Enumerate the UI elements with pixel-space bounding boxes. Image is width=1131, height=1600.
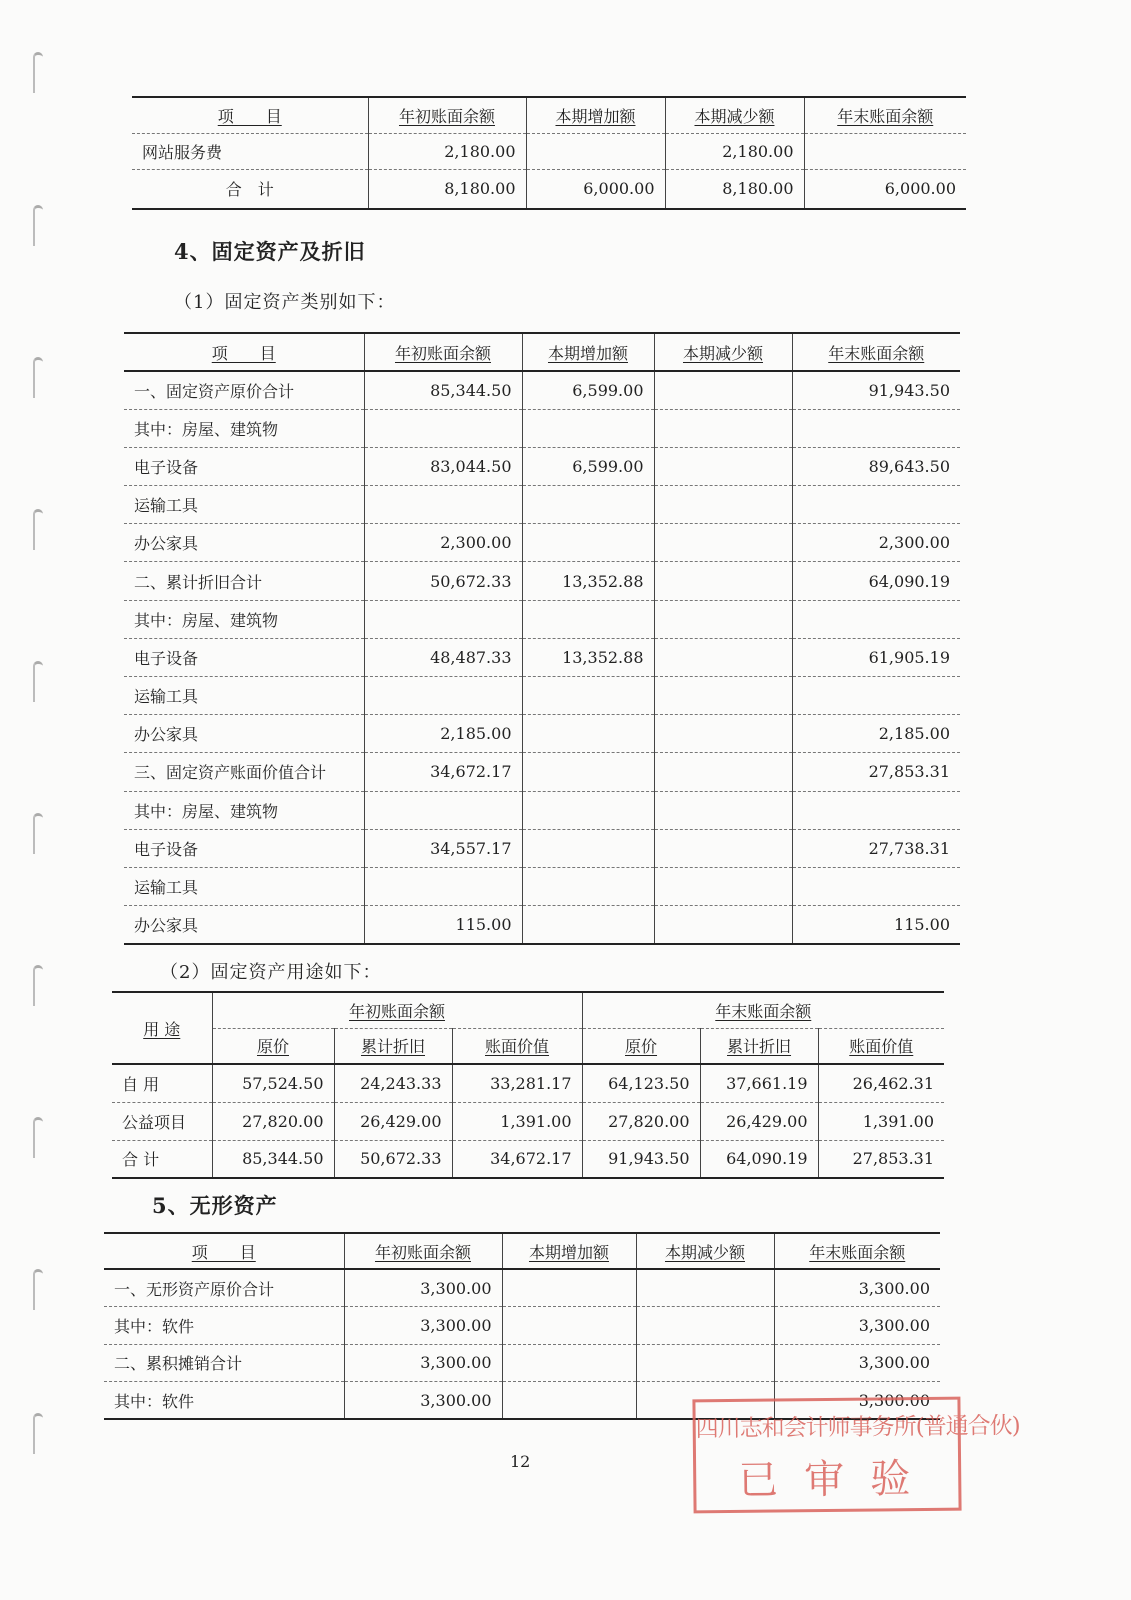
cell-value [792,791,960,829]
column-header: 原价 [212,1028,334,1064]
cell-value: 3,300.00 [774,1307,940,1345]
column-header: 本期减少额 [654,333,792,371]
row-label: 其中：软件 [104,1307,344,1345]
cell-value: 3,300.00 [774,1382,940,1420]
table-row [124,906,960,944]
cell-value: 91,943.50 [582,1140,700,1178]
cell-value [654,753,792,791]
cell-value [522,677,654,715]
cell-value [502,1382,636,1420]
cell-value [654,906,792,944]
table-header-row [124,333,960,371]
cell-value: 50,672.33 [334,1140,452,1178]
row-label: 运输工具 [124,677,364,715]
cell-value: 85,344.50 [212,1140,334,1178]
row-label: 二、累积摊销合计 [104,1344,344,1382]
binding-hole [33,1269,43,1310]
cell-value: 3,300.00 [774,1269,940,1307]
table-row [124,715,960,753]
cell-value: 26,429.00 [700,1102,818,1140]
column-header: 原价 [582,1028,700,1064]
table-body [104,1269,940,1419]
cell-value: 33,281.17 [452,1064,582,1102]
section-heading: 4、固定资产及折旧 [174,239,366,264]
cell-value: 34,557.17 [364,829,522,867]
row-label: 运输工具 [124,486,364,524]
cell-value: 6,599.00 [522,371,654,409]
binding-hole [33,661,43,702]
cell-value: 89,643.50 [792,447,960,485]
cell-value [502,1307,636,1345]
cell-value: 115.00 [364,906,522,944]
cell-value: 3,300.00 [774,1344,940,1382]
table-row [124,867,960,905]
cell-value: 3,300.00 [344,1307,502,1345]
cell-value: 2,185.00 [364,715,522,753]
row-label: 合 计 [112,1140,212,1178]
cell-value: 91,943.50 [792,371,960,409]
cell-value: 6,599.00 [522,447,654,485]
table-row [124,524,960,562]
table-row [112,1140,944,1178]
cell-value [654,524,792,562]
cell-value [792,600,960,638]
cell-value [502,1269,636,1307]
cell-value [526,133,665,169]
cell-value [654,600,792,638]
cell-value [522,486,654,524]
cell-value: 34,672.17 [452,1140,582,1178]
column-header: 年末账面余额 [774,1233,940,1269]
cell-value [792,867,960,905]
row-label: 办公家具 [124,715,364,753]
cell-value [522,906,654,944]
cell-value: 27,820.00 [582,1102,700,1140]
cell-value [654,371,792,409]
table-row [104,1269,940,1307]
fixed-asset-category-table [124,332,960,945]
subsection-heading: （1）固定资产类别如下： [174,292,396,313]
column-header: 项 目 [104,1233,344,1269]
cell-value [636,1269,774,1307]
cell-value: 13,352.88 [522,638,654,676]
cell-value [364,486,522,524]
binding-hole [33,813,43,854]
column-header: 用 途 [112,992,212,1064]
cell-value [522,600,654,638]
cell-value: 26,429.00 [334,1102,452,1140]
column-header: 累计折旧 [700,1028,818,1064]
row-label: 三、固定资产账面价值合计 [124,753,364,791]
row-label: 自 用 [112,1064,212,1102]
column-header: 本期减少额 [665,97,804,133]
cell-value: 61,905.19 [792,638,960,676]
cell-value [804,133,966,169]
row-label: 二、累计折旧合计 [124,562,364,600]
cell-value: 27,853.31 [792,753,960,791]
stamp-firm-name: 四川志和会计师事务所(普通合伙) [695,1412,1020,1443]
column-header: 年初账面余额 [368,97,526,133]
binding-hole [33,1117,43,1158]
cell-value: 34,672.17 [364,753,522,791]
cell-value: 2,180.00 [665,133,804,169]
cell-value: 1,391.00 [818,1102,944,1140]
cell-value [522,409,654,447]
column-header: 本期增加额 [526,97,665,133]
cell-value: 27,738.31 [792,829,960,867]
cell-value [364,600,522,638]
cell-value: 1,391.00 [452,1102,582,1140]
intangible-asset-table [104,1232,940,1420]
cell-value: 50,672.33 [364,562,522,600]
cell-value: 2,185.00 [792,715,960,753]
cell-value: 48,487.33 [364,638,522,676]
column-header: 年末账面余额 [804,97,966,133]
cell-value: 26,462.31 [818,1064,944,1102]
prepaid-expense-table [132,96,966,210]
cell-value [636,1307,774,1345]
table-row [132,133,966,169]
cell-value: 13,352.88 [522,562,654,600]
row-label: 其中：房屋、建筑物 [124,409,364,447]
column-header: 年末账面余额 [792,333,960,371]
cell-value: 2,300.00 [792,524,960,562]
table-row [112,1064,944,1102]
row-label: 网站服务费 [132,133,368,169]
cell-value [654,677,792,715]
binding-hole [33,52,43,93]
cell-value [654,867,792,905]
row-label: 运输工具 [124,867,364,905]
table-row [124,638,960,676]
table-body [112,1064,944,1178]
column-header: 累计折旧 [334,1028,452,1064]
row-label: 其中：房屋、建筑物 [124,600,364,638]
cell-value [792,409,960,447]
cell-value: 83,044.50 [364,447,522,485]
table-row [124,562,960,600]
cell-value [654,409,792,447]
row-label: 其中：软件 [104,1382,344,1420]
cell-value: 8,180.00 [665,169,804,209]
cell-value [522,829,654,867]
cell-value [654,715,792,753]
cell-value [792,486,960,524]
table-header-row [104,1233,940,1269]
cell-value: 6,000.00 [526,169,665,209]
cell-value [522,753,654,791]
cell-value: 85,344.50 [364,371,522,409]
cell-value [654,791,792,829]
cell-value [654,447,792,485]
table-row [124,486,960,524]
cell-value: 27,853.31 [818,1140,944,1178]
cell-value: 37,661.19 [700,1064,818,1102]
column-header: 项 目 [132,97,368,133]
section-heading: 5、无形资产 [152,1193,278,1218]
column-header: 账面价值 [452,1028,582,1064]
stamp-verified-text: 已审验 [738,1455,937,1504]
table-row [124,447,960,485]
table-row [104,1344,940,1382]
fixed-asset-usage-table [112,991,944,1179]
group-header: 年初账面余额 [212,992,582,1028]
cell-value: 3,300.00 [344,1382,502,1420]
cell-value [364,791,522,829]
subsection-heading: （2）固定资产用途如下： [160,962,382,983]
cell-value [522,715,654,753]
row-label: 电子设备 [124,447,364,485]
row-label: 合 计 [132,169,368,209]
cell-value [522,867,654,905]
cell-value: 57,524.50 [212,1064,334,1102]
table-row [124,753,960,791]
column-header: 本期减少额 [636,1233,774,1269]
binding-hole [33,965,43,1006]
row-label: 公益项目 [112,1102,212,1140]
row-label: 电子设备 [124,829,364,867]
column-header: 年初账面余额 [344,1233,502,1269]
cell-value [522,524,654,562]
cell-value: 3,300.00 [344,1269,502,1307]
row-label: 一、固定资产原价合计 [124,371,364,409]
row-label: 办公家具 [124,906,364,944]
table-body [124,371,960,944]
table-row [132,169,966,209]
cell-value: 64,123.50 [582,1064,700,1102]
cell-value [364,867,522,905]
cell-value: 2,300.00 [364,524,522,562]
table-header-row [132,97,966,133]
cell-value: 115.00 [792,906,960,944]
cell-value: 3,300.00 [344,1344,502,1382]
row-label: 电子设备 [124,638,364,676]
column-header: 项 目 [124,333,364,371]
cell-value [364,677,522,715]
table-row [124,829,960,867]
table-header-row [112,992,944,1028]
table-row [124,677,960,715]
table-row [112,1102,944,1140]
cell-value: 8,180.00 [368,169,526,209]
table-row [124,791,960,829]
cell-value [364,409,522,447]
cell-value: 24,243.33 [334,1064,452,1102]
cell-value [792,677,960,715]
column-header: 本期增加额 [502,1233,636,1269]
cell-value [636,1344,774,1382]
table-row [124,371,960,409]
cell-value: 27,820.00 [212,1102,334,1140]
row-label: 一、无形资产原价合计 [104,1269,344,1307]
table-row [104,1307,940,1345]
audit-seal-stamp [692,1397,1020,1514]
binding-hole [33,509,43,550]
column-header: 年初账面余额 [364,333,522,371]
cell-value [654,562,792,600]
cell-value [502,1344,636,1382]
column-header: 本期增加额 [522,333,654,371]
cell-value [654,486,792,524]
cell-value: 64,090.19 [792,562,960,600]
cell-value [522,791,654,829]
column-header: 账面价值 [818,1028,944,1064]
cell-value: 6,000.00 [804,169,966,209]
cell-value: 2,180.00 [368,133,526,169]
table-subheader-row [112,1028,944,1064]
table-row [124,409,960,447]
binding-hole [33,205,43,246]
binding-hole [33,357,43,398]
table-row [124,600,960,638]
cell-value: 64,090.19 [700,1140,818,1178]
row-label: 其中：房屋、建筑物 [124,791,364,829]
page-number: 12 [510,1452,531,1471]
cell-value [654,638,792,676]
row-label: 办公家具 [124,524,364,562]
group-header: 年末账面余额 [582,992,944,1028]
cell-value [654,829,792,867]
binding-hole [33,1413,43,1454]
